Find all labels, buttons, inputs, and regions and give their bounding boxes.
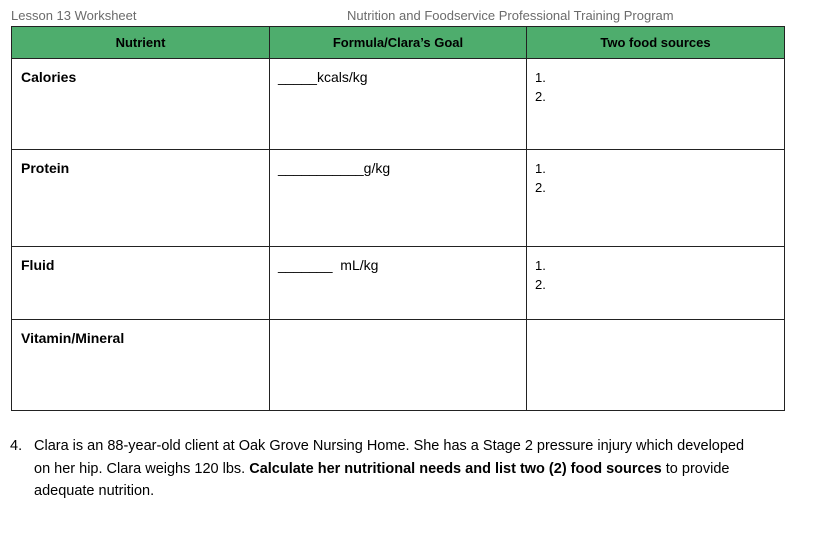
food-source-item: 1. — [535, 258, 546, 273]
nutrient-label-fluid: Fluid — [12, 247, 270, 320]
food-sources-cell-vitamin-mineral[interactable] — [527, 320, 785, 411]
question-text — [34, 435, 750, 503]
table-row-vitamin-mineral — [12, 320, 785, 411]
food-source-item: 2. — [535, 89, 546, 104]
column-header-food-sources: Two food sources — [527, 27, 785, 59]
nutrition-worksheet-table — [11, 26, 785, 411]
table-row-protein — [12, 150, 785, 247]
table-header-row — [12, 27, 785, 59]
fluid-goal-blank[interactable]: _______ — [278, 257, 333, 273]
question-4 — [10, 435, 750, 503]
formula-cell-vitamin-mineral[interactable] — [270, 320, 527, 411]
program-title: Nutrition and Foodservice Professional Training Program — [347, 8, 674, 23]
food-source-item: 2. — [535, 180, 546, 195]
table-row-calories — [12, 59, 785, 150]
nutrient-label-vitamin-mineral: Vitamin/Mineral — [12, 320, 270, 411]
nutrient-label-protein: Protein — [12, 150, 270, 247]
protein-goal-blank[interactable]: ___________ — [278, 160, 364, 176]
column-header-formula: Formula/Clara’s Goal — [270, 27, 527, 59]
food-source-item: 1. — [535, 70, 546, 85]
question-text-bold: Calculate her nutritional needs and list two (2) food sources — [249, 460, 662, 477]
calories-goal-blank[interactable]: _____ — [278, 69, 317, 85]
worksheet-title: Lesson 13 Worksheet — [11, 8, 137, 23]
calories-goal-unit: kcals/kg — [316, 69, 368, 85]
food-source-item: 2. — [535, 277, 546, 292]
question-text-end: to provide adequate nutrition. — [34, 460, 730, 499]
nutrient-label-calories: Calories — [12, 59, 270, 150]
question-number: 4. — [10, 438, 23, 454]
food-sources-cell-fluid[interactable] — [527, 247, 785, 320]
formula-cell-calories[interactable] — [270, 59, 527, 150]
question-text-intro: Clara is an 88-year-old client at Oak Grove Nursing Home. She has a Stage 2 pressure injury which developed on her hip. Clara weighs 120 lbs. — [34, 438, 745, 477]
table-row-fluid — [12, 247, 785, 320]
formula-cell-fluid[interactable] — [270, 247, 527, 320]
formula-cell-protein[interactable] — [270, 150, 527, 247]
food-sources-cell-protein[interactable] — [527, 150, 785, 247]
protein-goal-unit: g/kg — [363, 160, 391, 176]
column-header-nutrient: Nutrient — [12, 27, 270, 59]
fluid-goal-unit: mL/kg — [340, 257, 379, 273]
food-source-item: 1. — [535, 161, 546, 176]
food-sources-cell-calories[interactable] — [527, 59, 785, 150]
